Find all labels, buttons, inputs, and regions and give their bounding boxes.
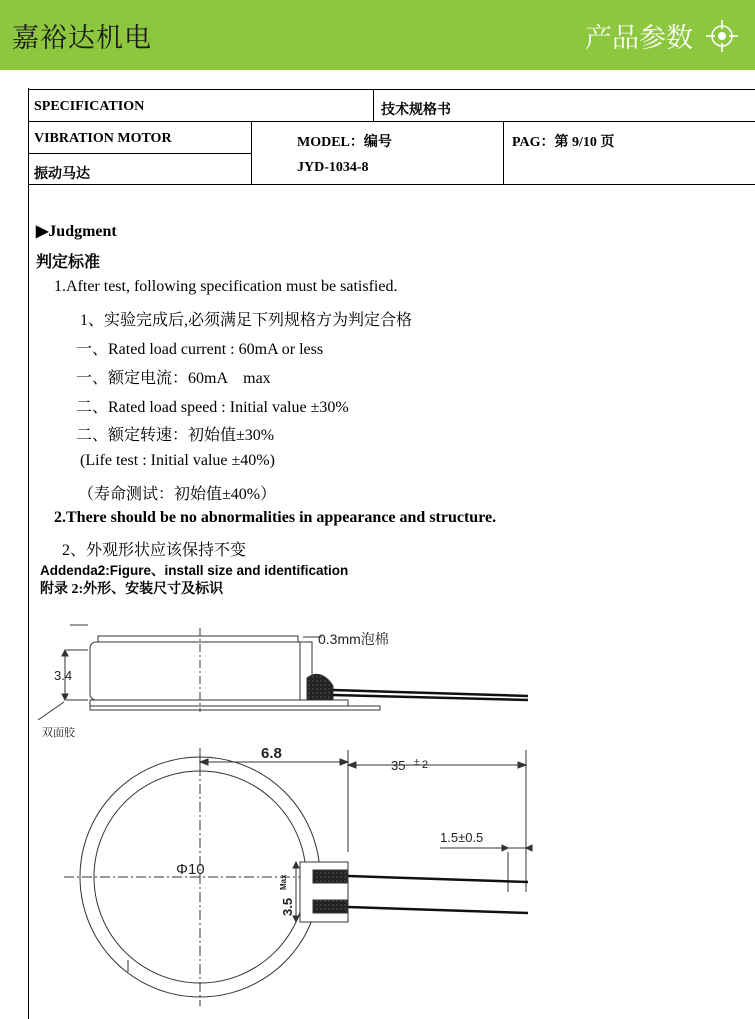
solder-pad [307,674,333,700]
current-cn: 一、额定电流：60mA max [76,370,271,387]
brand-name: 嘉裕达机电 [12,23,152,54]
target-icon [705,19,739,53]
section-title: 产品参数 [585,23,693,54]
current-en: 一、Rated load current : 60mA or less [76,341,324,358]
spec-label: SPECIFICATION [34,99,145,114]
foam-label: 0.3mm泡棉 [318,631,389,647]
vibration-motor-cn-label: 振动马达 [34,167,90,182]
addenda-title-en [40,559,348,579]
addenda-title-cn: 附录 2:外形、安装尺寸及标识 [40,582,224,597]
model-value: JYD-1034-8 [297,160,369,175]
foam-layer [98,636,298,642]
tape-layer [90,700,348,706]
item1-en: 1.After test, following specification must be satisfied. [54,278,398,295]
speed-cn: 二、额定转速：初始值±30% [76,427,275,444]
item2-cn: 2、外观形状应该保持不变 [62,542,247,559]
speed-en: 二、Rated load speed : Initial value ±30% [76,399,349,416]
page-number: PAG：第 9/10 页 [512,135,615,150]
diameter-dim: Φ10 [176,861,205,878]
motor-body-side [90,642,312,700]
item2-en: 2.There should be no abnormalities in appearance and structure. [54,509,497,526]
item1-cn: 1、实验完成后,必须满足下列规格方为判定合格 [80,312,413,329]
pad-max: Max [279,874,288,890]
header-bar [0,0,755,70]
lead-tol-value: 2 [422,759,429,771]
tape-label: 双面胶 [42,727,75,739]
tape-leader [38,702,64,720]
motor-drawing [28,600,755,1019]
addenda-title-en-text: Addenda2:Figure、install size and identification [40,563,349,578]
judgment-title-cn: 判定标准 [36,254,101,271]
judgment-title: ▶Judgment [36,223,117,240]
model-label: MODEL：编号 [297,135,392,150]
lead-length: 35 [391,758,406,773]
pad-dim: 3.5 [280,897,295,916]
width-dim: 6.8 [261,745,282,762]
life-cn: （寿命测试：初始值±40%） [78,486,277,503]
lead-tol-sign: ± [414,757,420,768]
height-dim: 3.4 [54,668,73,683]
spec-cn-label: 技术规格书 [381,103,451,118]
life-en: (Life test : Initial value ±40%) [80,452,275,469]
vibration-motor-label: VIBRATION MOTOR [34,131,172,146]
strip-dim: 1.5±0.5 [440,830,484,845]
